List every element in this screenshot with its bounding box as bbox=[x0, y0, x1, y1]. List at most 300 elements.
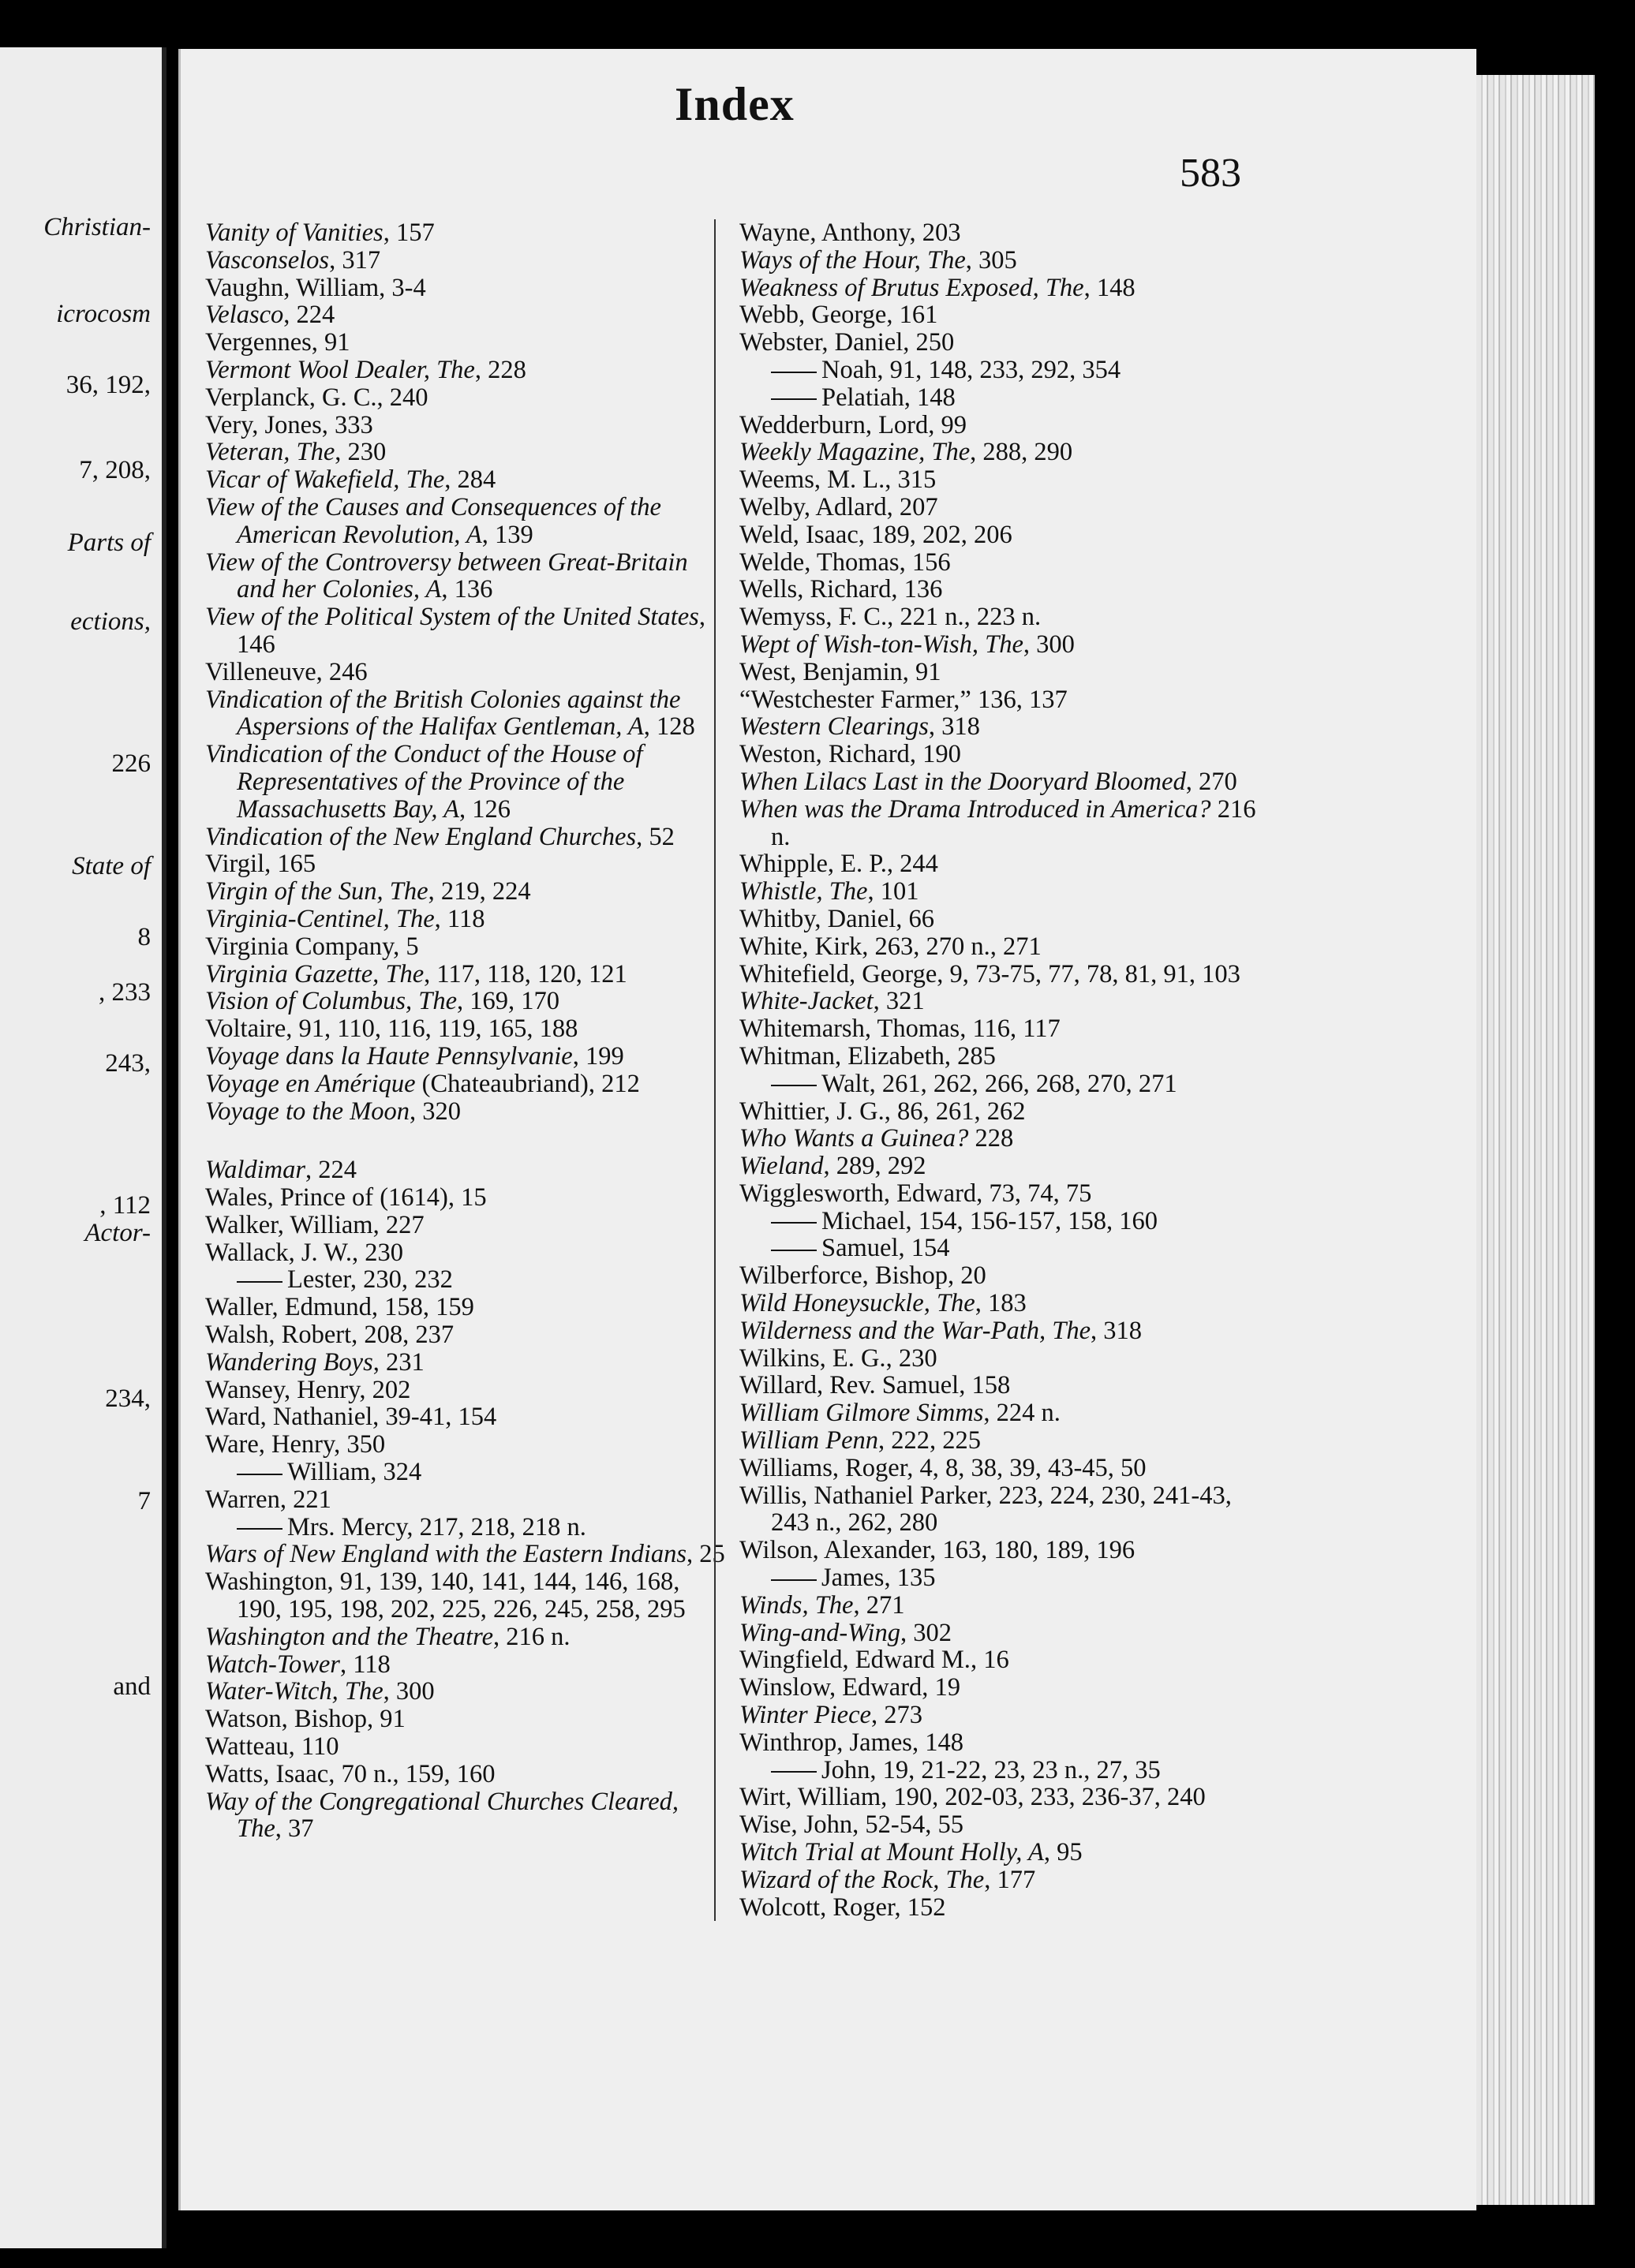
entry-title: Waller, Edmund bbox=[205, 1293, 372, 1322]
entry-page-refs: 315 bbox=[897, 465, 937, 495]
index-entry: Vergennes, 91 bbox=[205, 328, 350, 357]
entry-title: Water-Witch, The bbox=[205, 1677, 383, 1706]
entry-page-refs: 66 bbox=[908, 904, 935, 933]
entry-page-refs: 318 bbox=[1103, 1316, 1143, 1345]
index-entry: William Gilmore Simms, 224 n. bbox=[739, 1399, 1061, 1428]
previous-page-text: State of bbox=[72, 852, 151, 880]
index-entry: Wilson, Alexander, 163, 180, 189, 196 bbox=[739, 1536, 1136, 1565]
entry-page-refs: 157 bbox=[395, 219, 435, 247]
entry-page-refs: 19 bbox=[934, 1673, 961, 1702]
entry-page-refs: 19, 21-22, 23, 23 n., 27, 35 bbox=[882, 1755, 1161, 1784]
entry-title: Wedderburn, Lord bbox=[739, 410, 929, 439]
index-entry: Webb, George, 161 bbox=[739, 301, 938, 330]
entry-page-refs: 221 bbox=[293, 1485, 331, 1514]
entry-title: William bbox=[287, 1458, 371, 1487]
index-entry: Wedderburn, Lord, 99 bbox=[739, 410, 967, 439]
index-entry: Wandering Boys, 231 bbox=[205, 1347, 425, 1377]
index-entry: Webster, Daniel, 250 bbox=[739, 328, 955, 357]
entry-title: Wolcott, Roger bbox=[739, 1892, 895, 1922]
index-entry: Wilberforce, Bishop, 20 bbox=[739, 1261, 986, 1291]
entry-page-refs: 227 bbox=[385, 1210, 425, 1239]
entry-page-refs: 317 bbox=[342, 245, 381, 275]
entry-page-refs: 219, 224 bbox=[440, 877, 531, 906]
page-number: 583 bbox=[1180, 151, 1241, 196]
index-entry: Noah, 91, 148, 233, 292, 354 bbox=[739, 357, 1268, 384]
entry-page-refs: 189, 202, 206 bbox=[871, 520, 1012, 549]
entry-page-refs: 300 bbox=[395, 1677, 435, 1706]
index-entry: Voyage to the Moon, 320 bbox=[205, 1097, 462, 1126]
index-entry: Velasco, 224 bbox=[205, 301, 335, 330]
index-entry: William Penn, 222, 225 bbox=[739, 1426, 982, 1455]
entry-title: Wales, Prince of (1614) bbox=[205, 1183, 448, 1212]
index-entry: Witch Trial at Mount Holly, A, 95 bbox=[739, 1838, 1083, 1867]
entry-title: Vindication of the British Colonies against the Aspersions of the Halifax Gentleman, A bbox=[205, 685, 681, 742]
index-entry: Watts, Isaac, 70 n., 159, 160 bbox=[205, 1759, 496, 1788]
entry-page-refs: 285 bbox=[957, 1041, 996, 1070]
entry-title: Weston, Richard bbox=[739, 740, 910, 769]
index-entry: View of the Causes and Consequences of the American Revolution, A, 139 bbox=[205, 492, 661, 549]
index-entry: Walt, 261, 262, 266, 268, 270, 271 bbox=[739, 1070, 1268, 1098]
entry-title: Walsh, Robert bbox=[205, 1321, 352, 1350]
entry-title: Weakness of Brutus Exposed, The bbox=[739, 273, 1084, 302]
entry-page-refs: 37 bbox=[288, 1814, 314, 1844]
previous-page-fragment bbox=[0, 47, 166, 2248]
entry-title: Wieland bbox=[739, 1152, 824, 1181]
entry-page-refs: 300 bbox=[1036, 630, 1075, 659]
index-entry: Willis, Nathaniel Parker, 223, 224, 230, 241-43, 243 n., 262, 280 bbox=[739, 1481, 1232, 1538]
entry-page-refs: 5 bbox=[406, 932, 419, 961]
index-entry bbox=[739, 686, 1268, 714]
entry-title: Voyage to the Moon bbox=[205, 1097, 410, 1126]
entry-page-refs: 52-54, 55 bbox=[865, 1810, 963, 1840]
index-entry: When Lilacs Last in the Dooryard Bloomed, 270 bbox=[739, 767, 1237, 796]
index-entry bbox=[739, 1125, 1268, 1153]
entry-page-refs: 91 bbox=[915, 657, 941, 686]
index-entry: Vindication of the New England Churches, 52 bbox=[205, 822, 675, 851]
previous-page-text: 7 bbox=[137, 1487, 151, 1515]
index-entry: West, Benjamin, 91 bbox=[739, 657, 941, 686]
index-entry: Warren, 221 bbox=[205, 1485, 331, 1514]
index-entry: Whitman, Elizabeth, 285 bbox=[739, 1041, 996, 1070]
entry-title: Watch-Tower bbox=[205, 1650, 340, 1679]
entry-title: Wing-and-Wing bbox=[739, 1618, 901, 1647]
entry-page-refs: 152 bbox=[907, 1892, 946, 1922]
entry-title: White, Kirk bbox=[739, 932, 862, 961]
entry-page-refs: 99 bbox=[941, 410, 967, 439]
index-entry: Winthrop, James, 148 bbox=[739, 1728, 963, 1757]
entry-page-refs: 52 bbox=[649, 822, 675, 851]
previous-page-text: 243, bbox=[105, 1049, 151, 1078]
entry-page-refs: 305 bbox=[978, 245, 1017, 275]
entry-title: Wild Honeysuckle, The bbox=[739, 1289, 975, 1318]
index-entry: Weakness of Brutus Exposed, The, 148 bbox=[739, 273, 1136, 302]
entry-page-refs: 136, 137 bbox=[977, 685, 1068, 714]
index-entry: Wolcott, Roger, 152 bbox=[739, 1892, 946, 1922]
entry-page-refs: 284 bbox=[457, 465, 496, 495]
index-entry: Wigglesworth, Edward, 73, 74, 75 bbox=[739, 1179, 1092, 1208]
entry-title: Voyage en Amérique bbox=[205, 1069, 416, 1098]
entry-page-refs: 228 bbox=[975, 1124, 1014, 1153]
index-entry: Whittier, J. G., 86, 261, 262 bbox=[739, 1097, 1026, 1126]
index-entry: Welde, Thomas, 156 bbox=[739, 547, 951, 577]
index-entry: Ware, Henry, 350 bbox=[205, 1430, 386, 1459]
entry-page-refs: 39-41, 154 bbox=[385, 1403, 497, 1432]
entry-page-refs: 25 bbox=[699, 1540, 725, 1569]
index-column-left bbox=[205, 219, 726, 1843]
previous-page-text: , 112 bbox=[99, 1191, 151, 1220]
entry-title: Wars of New England with the Eastern Indians bbox=[205, 1540, 687, 1569]
index-entry: Vaughn, William, 3-4 bbox=[205, 273, 426, 302]
entry-title: Watts, Isaac bbox=[205, 1759, 329, 1788]
entry-title: Winds, The bbox=[739, 1590, 854, 1620]
entry-title: John bbox=[821, 1755, 870, 1784]
entry-page-refs: 324 bbox=[383, 1458, 422, 1487]
index-entry bbox=[739, 796, 1268, 851]
entry-title: Way of the Congregational Churches Cleared, The bbox=[205, 1787, 679, 1844]
entry-page-refs: 158 bbox=[971, 1371, 1011, 1400]
index-entry: Vicar of Wakefield, The, 284 bbox=[205, 465, 496, 495]
previous-page-text: Christian- bbox=[43, 213, 151, 241]
index-entry: Vindication of the British Colonies against the Aspersions of the Halifax Gentleman, A, 128 bbox=[205, 685, 695, 742]
entry-page-refs: 230, 232 bbox=[363, 1265, 453, 1295]
previous-page-text: 226 bbox=[111, 749, 151, 778]
entry-title: Voyage dans la Haute Pennsylvanie bbox=[205, 1041, 573, 1070]
entry-title: Vicar of Wakefield, The bbox=[205, 465, 445, 495]
entry-title: Michael bbox=[821, 1206, 906, 1235]
index-entry: Vasconselos, 317 bbox=[205, 245, 381, 275]
entry-page-refs: 136 bbox=[454, 575, 493, 604]
index-entry: Wise, John, 52-54, 55 bbox=[739, 1810, 963, 1840]
entry-page-refs: 158, 159 bbox=[384, 1293, 474, 1322]
entry-title: Wept of Wish-ton-Wish, The bbox=[739, 630, 1023, 659]
index-entry: Watson, Bishop, 91 bbox=[205, 1705, 406, 1734]
entry-title: Watteau bbox=[205, 1732, 289, 1762]
entry-page-refs: 224 bbox=[318, 1156, 357, 1185]
entry-title: Waldimar bbox=[205, 1156, 306, 1185]
index-entry: Voyage en Amérique (Chateaubriand), 212 bbox=[205, 1069, 640, 1098]
entry-page-refs: 165 bbox=[277, 850, 316, 879]
index-entry: White, Kirk, 263, 270 n., 271 bbox=[739, 932, 1042, 961]
entry-title: When Lilacs Last in the Dooryard Bloomed bbox=[739, 767, 1186, 796]
entry-title: Witch Trial at Mount Holly, A bbox=[739, 1838, 1044, 1867]
entry-title: Wirt, William bbox=[739, 1783, 881, 1812]
entry-page-refs: 224 n. bbox=[996, 1399, 1061, 1428]
letter-gap bbox=[205, 1125, 726, 1156]
index-entry: Wild Honeysuckle, The, 183 bbox=[739, 1289, 1027, 1318]
index-entry: Winter Piece, 273 bbox=[739, 1701, 922, 1730]
entry-title: Wandering Boys bbox=[205, 1347, 373, 1377]
index-column-right bbox=[714, 219, 1268, 1921]
entry-title: View of the Causes and Consequences of the American Revolution, A bbox=[205, 492, 661, 549]
index-entry: Way of the Congregational Churches Cleared, The, 37 bbox=[205, 1787, 679, 1844]
entry-title: Wilberforce, Bishop bbox=[739, 1261, 948, 1291]
index-entry: Wing-and-Wing, 302 bbox=[739, 1618, 952, 1647]
entry-page-refs: 16 bbox=[983, 1646, 1009, 1675]
entry-title: Webster, Daniel bbox=[739, 328, 904, 357]
index-entry: View of the Controversy between Great-Britain and her Colonies, A, 136 bbox=[205, 547, 688, 604]
entry-title: Ware, Henry bbox=[205, 1430, 335, 1459]
index-entry: Verplanck, G. C., 240 bbox=[205, 383, 428, 412]
previous-page-text: , 233 bbox=[99, 978, 151, 1007]
index-entry: Winds, The, 271 bbox=[739, 1590, 905, 1620]
index-entry: Whipple, E. P., 244 bbox=[739, 850, 938, 879]
index-entry: Whistle, The, 101 bbox=[739, 877, 919, 906]
entry-page-refs: 154 bbox=[911, 1234, 950, 1263]
index-entry: Walker, William, 227 bbox=[205, 1210, 425, 1239]
entry-page-refs: 271 bbox=[866, 1590, 905, 1620]
entry-title: Warren bbox=[205, 1485, 280, 1514]
entry-page-refs: 244 bbox=[900, 850, 938, 879]
index-entry: Vindication of the Conduct of the House of Representatives of the Province of the Massachusetts Bay, A, 126 bbox=[205, 740, 643, 824]
entry-title: Wansey, Henry bbox=[205, 1375, 360, 1404]
entry-page-refs: 177 bbox=[997, 1865, 1036, 1894]
index-entry: John, 19, 21-22, 23, 23 n., 27, 35 bbox=[739, 1757, 1268, 1784]
entry-title: Verplanck, G. C. bbox=[205, 383, 377, 412]
entry-page-refs: 207 bbox=[899, 492, 938, 521]
entry-title: Whipple, E. P. bbox=[739, 850, 887, 879]
index-entry: Michael, 154, 156-157, 158, 160 bbox=[739, 1208, 1268, 1235]
entry-title: Welby, Adlard bbox=[739, 492, 887, 521]
entry-page-refs: 333 bbox=[334, 410, 373, 439]
index-entry: Wilderness and the War-Path, The, 318 bbox=[739, 1316, 1143, 1345]
entry-title: Washington bbox=[205, 1567, 327, 1597]
index-entry: Wales, Prince of (1614), 15 bbox=[205, 1183, 487, 1212]
entry-page-refs: 223, 224, 230, 241-43, 243 n., 262, 280 bbox=[771, 1481, 1232, 1538]
entry-title: Wemyss, F. C. bbox=[739, 603, 888, 632]
entry-page-refs: 146 bbox=[237, 630, 275, 659]
entry-title: Vergennes bbox=[205, 328, 312, 357]
entry-title: James bbox=[821, 1564, 885, 1593]
entry-page-refs: 116, 117 bbox=[972, 1014, 1061, 1044]
index-entry: Vanity of Vanities, 157 bbox=[205, 219, 435, 247]
index-entry: James, 135 bbox=[739, 1564, 1268, 1592]
entry-title: Whitefield, George bbox=[739, 959, 937, 988]
entry-page-refs: 231 bbox=[386, 1347, 425, 1377]
entry-page-refs: 250 bbox=[915, 328, 955, 357]
entry-title: Whistle, The bbox=[739, 877, 868, 906]
entry-title: Villeneuve bbox=[205, 657, 316, 686]
index-entry: Vermont Wool Dealer, The, 228 bbox=[205, 355, 526, 384]
index-entry: Willard, Rev. Samuel, 158 bbox=[739, 1371, 1011, 1400]
entry-title: Whitemarsh, Thomas bbox=[739, 1014, 960, 1044]
ditto-dash bbox=[771, 1579, 817, 1581]
entry-page-refs: 70 n., 159, 160 bbox=[341, 1759, 496, 1788]
index-entry: Virgil, 165 bbox=[205, 850, 316, 879]
entry-title: “Westchester Farmer,” bbox=[739, 685, 971, 714]
entry-title: Vaughn, William bbox=[205, 273, 380, 302]
entry-page-refs: 270 bbox=[1198, 767, 1237, 796]
entry-page-refs: 224 bbox=[296, 301, 335, 330]
entry-page-refs: 222, 225 bbox=[891, 1426, 982, 1455]
index-entry: Wells, Richard, 136 bbox=[739, 575, 943, 604]
index-entry: Voltaire, 91, 110, 116, 119, 165, 188 bbox=[205, 1014, 578, 1044]
entry-title: Welde, Thomas bbox=[739, 547, 900, 577]
index-entry: Voyage dans la Haute Pennsylvanie, 199 bbox=[205, 1041, 624, 1070]
entry-page-refs: 101 bbox=[880, 877, 919, 906]
entry-page-refs: 183 bbox=[988, 1289, 1027, 1318]
entry-title: Noah bbox=[821, 355, 877, 384]
entry-page-refs: 190 bbox=[922, 740, 961, 769]
entry-page-refs: 221 n., 223 n. bbox=[900, 603, 1042, 632]
entry-page-refs: 110 bbox=[301, 1732, 339, 1762]
entry-title: When was the Drama Introduced in America? bbox=[739, 794, 1211, 824]
entry-title: Vindication of the Conduct of the House of Representatives of the Province of the Massachusetts Bay, A bbox=[205, 740, 643, 824]
entry-page-refs: 208, 237 bbox=[364, 1321, 455, 1350]
index-entry: Wansey, Henry, 202 bbox=[205, 1375, 411, 1404]
entry-title: Samuel bbox=[821, 1234, 899, 1263]
entry-title: Watson, Bishop bbox=[205, 1705, 368, 1734]
entry-title: Virginia-Centinel, The bbox=[205, 904, 435, 933]
ditto-dash bbox=[771, 1085, 817, 1086]
entry-title: Webb, George bbox=[739, 301, 887, 330]
index-entry: Weston, Richard, 190 bbox=[739, 740, 961, 769]
entry-page-refs: 86, 261, 262 bbox=[896, 1097, 1026, 1126]
entry-title: Winthrop, James bbox=[739, 1728, 912, 1757]
ditto-dash bbox=[771, 398, 817, 400]
index-entry: Samuel, 154 bbox=[739, 1235, 1268, 1262]
entry-page-refs: 20 bbox=[960, 1261, 986, 1291]
index-entry: Wingfield, Edward M., 16 bbox=[739, 1646, 1009, 1675]
index-entry: Lester, 230, 232 bbox=[205, 1266, 726, 1294]
entry-page-refs: 273 bbox=[884, 1701, 922, 1730]
previous-page-text: 234, bbox=[105, 1384, 151, 1413]
index-entry: Ward, Nathaniel, 39-41, 154 bbox=[205, 1403, 497, 1432]
index-entry: Veteran, The, 230 bbox=[205, 438, 387, 467]
entry-page-refs: 148 bbox=[916, 383, 956, 412]
entry-page-refs: 148 bbox=[925, 1728, 963, 1757]
entry-title: Lester bbox=[287, 1265, 350, 1295]
entry-page-refs: 118 bbox=[447, 904, 485, 933]
index-entry: Western Clearings, 318 bbox=[739, 712, 980, 742]
index-entry: Virgin of the Sun, The, 219, 224 bbox=[205, 877, 531, 906]
entry-title: Winter Piece bbox=[739, 1701, 871, 1730]
entry-title: Vanity of Vanities bbox=[205, 219, 383, 247]
entry-page-refs: 190, 202-03, 233, 236-37, 240 bbox=[893, 1783, 1206, 1812]
entry-title: Virginia Gazette, The bbox=[205, 959, 425, 988]
index-entry: Wallack, J. W., 230 bbox=[205, 1238, 404, 1267]
entry-page-refs: 163, 180, 189, 196 bbox=[942, 1536, 1136, 1565]
index-entry: Virginia Gazette, The, 117, 118, 120, 121 bbox=[205, 959, 627, 988]
ditto-dash bbox=[771, 1771, 817, 1773]
entry-title: Walker, William bbox=[205, 1210, 373, 1239]
entry-title: Voltaire bbox=[205, 1014, 286, 1044]
entry-page-refs: 302 bbox=[913, 1618, 952, 1647]
index-entry: William, 324 bbox=[205, 1459, 726, 1486]
previous-page-text: icrocosm bbox=[56, 300, 151, 328]
index-entry: Whitby, Daniel, 66 bbox=[739, 904, 935, 933]
previous-page-text: 8 bbox=[137, 923, 151, 951]
entry-page-refs: 169, 170 bbox=[470, 987, 560, 1016]
entry-page-refs: 288, 290 bbox=[982, 438, 1073, 467]
index-entry: Wars of New England with the Eastern Indians, 25 bbox=[205, 1540, 725, 1569]
ditto-dash bbox=[771, 1222, 817, 1224]
index-entry: Ways of the Hour, The, 305 bbox=[739, 245, 1017, 275]
entry-title: Velasco bbox=[205, 301, 284, 330]
entry-title: Willis, Nathaniel Parker bbox=[739, 1481, 986, 1510]
ditto-dash bbox=[771, 372, 817, 373]
index-entry: Whitefield, George, 9, 73-75, 77, 78, 81, 91, 103 bbox=[739, 959, 1240, 988]
index-entry: Pelatiah, 148 bbox=[739, 384, 1268, 412]
index-entry: Whitemarsh, Thomas, 116, 117 bbox=[739, 1014, 1061, 1044]
index-entry: Washington, 91, 139, 140, 141, 144, 146, 168, 190, 195, 198, 202, 225, 226, 245, 258, 295 bbox=[205, 1567, 686, 1624]
entry-page-refs: 95 bbox=[1057, 1838, 1083, 1867]
entry-title: Mrs. Mercy bbox=[287, 1512, 407, 1541]
entry-page-refs: 118 bbox=[353, 1650, 391, 1679]
entry-title: Whitman, Elizabeth bbox=[739, 1041, 945, 1070]
index-entry: Wept of Wish-ton-Wish, The, 300 bbox=[739, 630, 1075, 659]
entry-title: Wells, Richard bbox=[739, 575, 892, 604]
entry-page-refs: 73, 74, 75 bbox=[989, 1179, 1092, 1208]
entry-title: West, Benjamin bbox=[739, 657, 903, 686]
entry-page-refs: 15 bbox=[461, 1183, 487, 1212]
entry-page-refs: 202 bbox=[372, 1375, 411, 1404]
entry-page-refs: 139 bbox=[495, 520, 533, 549]
entry-title: Pelatiah bbox=[821, 383, 904, 412]
entry-page-refs: 136 bbox=[904, 575, 943, 604]
entry-page-refs: 203 bbox=[922, 219, 961, 247]
entry-page-refs: 91, 110, 116, 119, 165, 188 bbox=[298, 1014, 578, 1044]
entry-title: Vision of Columbus, The bbox=[205, 987, 458, 1016]
entry-title: William Penn bbox=[739, 1426, 879, 1455]
ditto-dash bbox=[771, 1250, 817, 1251]
entry-page-refs: 289, 292 bbox=[836, 1152, 926, 1181]
entry-title: Wizard of the Rock, The bbox=[739, 1865, 985, 1894]
entry-title: Weems, M. L. bbox=[739, 465, 885, 495]
index-entry: View of the Political System of the United States, 146 bbox=[205, 603, 705, 659]
index-entry: Williams, Roger, 4, 8, 38, 39, 43-45, 50 bbox=[739, 1453, 1147, 1482]
entry-page-refs: 261, 262, 266, 268, 270, 271 bbox=[881, 1069, 1177, 1098]
entry-title: Wayne, Anthony bbox=[739, 219, 910, 247]
index-entry: Water-Witch, The, 300 bbox=[205, 1677, 435, 1706]
entry-title: Virginia Company bbox=[205, 932, 394, 961]
entry-title: Who Wants a Guinea? bbox=[739, 1124, 969, 1153]
entry-title: White-Jacket bbox=[739, 987, 874, 1016]
entry-title: Very, Jones bbox=[205, 410, 322, 439]
entry-page-refs: 217, 218, 218 n. bbox=[419, 1512, 586, 1541]
entry-page-refs: 135 bbox=[896, 1564, 936, 1593]
previous-page-text: 7, 208, bbox=[79, 456, 151, 484]
entry-page-refs: 91, 148, 233, 292, 354 bbox=[889, 355, 1121, 384]
entry-title: Wilderness and the War-Path, The bbox=[739, 1316, 1091, 1345]
entry-note: (Chateaubriand) bbox=[415, 1069, 589, 1098]
index-entry: Welby, Adlard, 207 bbox=[739, 492, 938, 521]
entry-page-refs: 91, 139, 140, 141, 144, 146, 168, 190, 195, 198, 202, 225, 226, 245, 258, 295 bbox=[237, 1567, 686, 1624]
entry-page-refs: 216 n. bbox=[771, 794, 1256, 851]
index-entry: Weems, M. L., 315 bbox=[739, 465, 937, 495]
index-entry: Weekly Magazine, The, 288, 290 bbox=[739, 438, 1073, 467]
index-entry: Virginia-Centinel, The, 118 bbox=[205, 904, 485, 933]
entry-page-refs: 228 bbox=[488, 355, 526, 384]
entry-title: Wilson, Alexander bbox=[739, 1536, 930, 1565]
index-entry: Wayne, Anthony, 203 bbox=[739, 219, 961, 247]
index-entry: Waller, Edmund, 158, 159 bbox=[205, 1293, 474, 1322]
entry-title: Vermont Wool Dealer, The bbox=[205, 355, 475, 384]
entry-page-refs: 156 bbox=[911, 547, 951, 577]
previous-page-text: ections, bbox=[70, 607, 151, 636]
entry-title: William Gilmore Simms bbox=[739, 1399, 984, 1428]
entry-page-refs: 91 bbox=[324, 328, 350, 357]
entry-title: Williams, Roger bbox=[739, 1453, 907, 1482]
entry-title: Wise, John bbox=[739, 1810, 853, 1840]
entry-page-refs: 246 bbox=[328, 657, 368, 686]
entry-page-refs: 240 bbox=[389, 383, 428, 412]
entry-title: Vasconselos bbox=[205, 245, 330, 275]
entry-title: Veteran, The bbox=[205, 438, 335, 467]
entry-page-refs: 128 bbox=[656, 712, 695, 742]
entry-title: Weld, Isaac bbox=[739, 520, 859, 549]
previous-page-text: 36, 192, bbox=[65, 371, 151, 399]
page-title: Index bbox=[675, 78, 795, 130]
